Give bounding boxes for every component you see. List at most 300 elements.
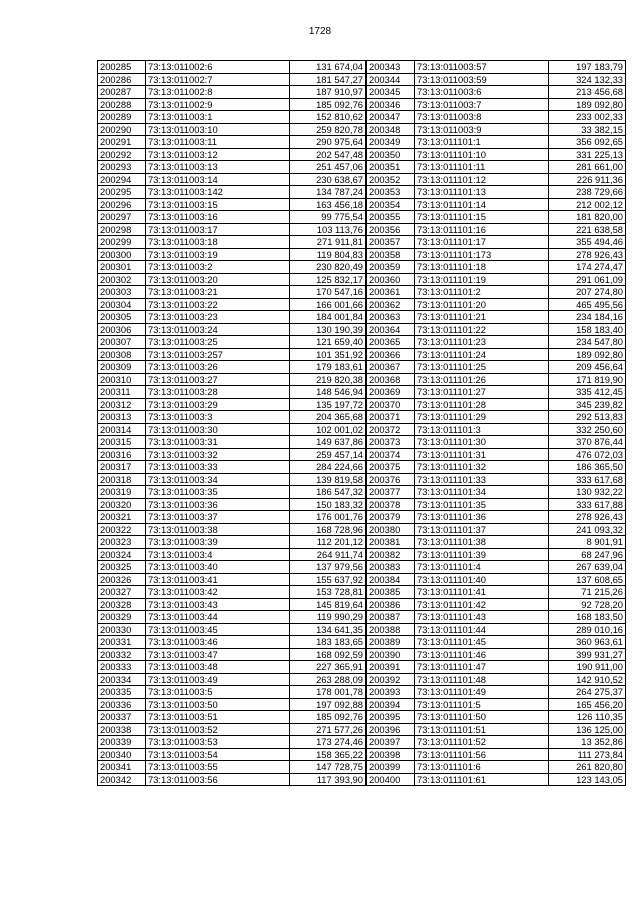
row-number-cell: 200397: [367, 736, 415, 749]
cadastral-number-cell: 73:13:011101:12: [415, 173, 549, 186]
row-number-cell: 200355: [367, 211, 415, 224]
cadastral-value-cell: 345 239,82: [549, 398, 626, 411]
row-number-cell: 200364: [367, 323, 415, 336]
table-row: [367, 686, 626, 699]
cadastral-number-cell: 73:13:011101:39: [415, 548, 549, 561]
row-number-cell: 200342: [98, 773, 146, 786]
row-number-cell: 200393: [367, 686, 415, 699]
cadastral-value-cell: 13 352,86: [549, 736, 626, 749]
cadastral-number-cell: 73:13:011003:41: [146, 573, 290, 586]
cadastral-number-cell: 73:13:011003:55: [146, 761, 290, 774]
table-row: [98, 436, 366, 449]
table-row: [98, 61, 366, 74]
row-number-cell: 200378: [367, 498, 415, 511]
cadastral-number-cell: 73:13:011101:37: [415, 523, 549, 536]
row-number-cell: 200315: [98, 436, 146, 449]
row-number-cell: 200382: [367, 548, 415, 561]
table-row: [367, 561, 626, 574]
cadastral-number-cell: 73:13:011003:50: [146, 698, 290, 711]
table-row: [367, 236, 626, 249]
table-row: [98, 723, 366, 736]
cadastral-value-cell: 158 183,40: [549, 323, 626, 336]
row-number-cell: 200294: [98, 173, 146, 186]
table-row: [98, 423, 366, 436]
row-number-cell: 200289: [98, 111, 146, 124]
row-number-cell: 200360: [367, 273, 415, 286]
table-row: [367, 211, 626, 224]
table-row: [367, 748, 626, 761]
cadastral-number-cell: 73:13:011101:50: [415, 711, 549, 724]
cadastral-number-cell: 73:13:011003:29: [146, 398, 290, 411]
cadastral-value-cell: 333 617,68: [549, 473, 626, 486]
table-row: [367, 286, 626, 299]
table-row: [98, 561, 366, 574]
cadastral-value-cell: 186 365,50: [549, 461, 626, 474]
row-number-cell: 200345: [367, 86, 415, 99]
row-number-cell: 200361: [367, 286, 415, 299]
table-row: [98, 736, 366, 749]
cadastral-value-cell: 185 092,76: [290, 98, 366, 111]
table-row: [98, 661, 366, 674]
row-number-cell: 200340: [98, 748, 146, 761]
cadastral-number-cell: 73:13:011101:36: [415, 511, 549, 524]
row-number-cell: 200365: [367, 336, 415, 349]
cadastral-number-cell: 73:13:011101:44: [415, 623, 549, 636]
cadastral-number-cell: 73:13:011003:21: [146, 286, 290, 299]
cadastral-value-cell: 150 183,32: [290, 498, 366, 511]
cadastral-number-cell: 73:13:011101:11: [415, 161, 549, 174]
cadastral-number-cell: 73:13:011003:20: [146, 273, 290, 286]
cadastral-value-cell: 134 641,35: [290, 623, 366, 636]
table-row: [98, 686, 366, 699]
cadastral-number-cell: 73:13:011002:9: [146, 98, 290, 111]
cadastral-value-cell: 173 274,46: [290, 736, 366, 749]
cadastral-number-cell: 73:13:011101:43: [415, 611, 549, 624]
row-number-cell: 200292: [98, 148, 146, 161]
row-number-cell: 200353: [367, 186, 415, 199]
row-number-cell: 200376: [367, 473, 415, 486]
row-number-cell: 200394: [367, 698, 415, 711]
cadastral-number-cell: 73:13:011003:39: [146, 536, 290, 549]
row-number-cell: 200324: [98, 548, 146, 561]
cadastral-number-cell: 73:13:011003:6: [415, 86, 549, 99]
cadastral-number-cell: 73:13:011003:34: [146, 473, 290, 486]
table-row: [367, 461, 626, 474]
cadastral-number-cell: 73:13:011003:33: [146, 461, 290, 474]
cadastral-number-cell: 73:13:011101:25: [415, 361, 549, 374]
row-number-cell: 200356: [367, 223, 415, 236]
cadastral-value-cell: 230 820,49: [290, 261, 366, 274]
table-row: [367, 423, 626, 436]
cadastral-value-cell: 130 932,22: [549, 486, 626, 499]
table-row: [367, 448, 626, 461]
cadastral-number-cell: 73:13:011003:24: [146, 323, 290, 336]
row-number-cell: 200307: [98, 336, 146, 349]
row-number-cell: 200379: [367, 511, 415, 524]
cadastral-number-cell: 73:13:011003:49: [146, 673, 290, 686]
cadastral-value-cell: 209 456,64: [549, 361, 626, 374]
row-number-cell: 200396: [367, 723, 415, 736]
row-number-cell: 200351: [367, 161, 415, 174]
cadastral-number-cell: 73:13:011101:15: [415, 211, 549, 224]
cadastral-number-cell: 73:13:011101:173: [415, 248, 549, 261]
cadastral-number-cell: 73:13:011003:35: [146, 486, 290, 499]
cadastral-number-cell: 73:13:011003:38: [146, 523, 290, 536]
cadastral-number-cell: 73:13:011101:31: [415, 448, 549, 461]
row-number-cell: 200371: [367, 411, 415, 424]
cadastral-number-cell: 73:13:011101:41: [415, 586, 549, 599]
table-row: [98, 473, 366, 486]
row-number-cell: 200390: [367, 648, 415, 661]
cadastral-value-cell: 92 728,20: [549, 598, 626, 611]
cadastral-value-cell: 202 547,48: [290, 148, 366, 161]
table-row: [367, 598, 626, 611]
cadastral-value-cell: 171 819,90: [549, 373, 626, 386]
row-number-cell: 200338: [98, 723, 146, 736]
table-row: [367, 673, 626, 686]
cadastral-value-cell: 251 457,06: [290, 161, 366, 174]
table-row: [367, 161, 626, 174]
cadastral-number-cell: 73:13:011101:10: [415, 148, 549, 161]
table-row: [98, 448, 366, 461]
table-row: [98, 373, 366, 386]
row-number-cell: 200308: [98, 348, 146, 361]
cadastral-value-cell: 176 001,76: [290, 511, 366, 524]
table-row: [98, 323, 366, 336]
cadastral-number-cell: 73:13:011003:1: [146, 111, 290, 124]
table-row: [367, 223, 626, 236]
cadastral-value-cell: 99 775,54: [290, 211, 366, 224]
cadastral-number-cell: 73:13:011101:17: [415, 236, 549, 249]
cadastral-number-cell: 73:13:011101:3: [415, 423, 549, 436]
table-row: [367, 386, 626, 399]
cadastral-value-cell: 212 002,12: [549, 198, 626, 211]
cadastral-value-cell: 68 247,96: [549, 548, 626, 561]
table-row: [367, 773, 626, 786]
row-number-cell: 200375: [367, 461, 415, 474]
row-number-cell: 200312: [98, 398, 146, 411]
row-number-cell: 200310: [98, 373, 146, 386]
cadastral-number-cell: 73:13:011002:8: [146, 86, 290, 99]
cadastral-number-cell: 73:13:011101:29: [415, 411, 549, 424]
row-number-cell: 200309: [98, 361, 146, 374]
table-row: [367, 111, 626, 124]
table-row: [98, 361, 366, 374]
cadastral-number-cell: 73:13:011003:2: [146, 261, 290, 274]
row-number-cell: 200287: [98, 86, 146, 99]
table-row: [98, 73, 366, 86]
cadastral-value-cell: 189 092,80: [549, 348, 626, 361]
table-row: [98, 273, 366, 286]
cadastral-value-cell: 292 513,83: [549, 411, 626, 424]
cadastral-number-cell: 73:13:011101:23: [415, 336, 549, 349]
row-number-cell: 200334: [98, 673, 146, 686]
cadastral-number-cell: 73:13:011003:28: [146, 386, 290, 399]
cadastral-value-cell: 165 456,20: [549, 698, 626, 711]
table-row: [367, 261, 626, 274]
cadastral-value-cell: 187 910,97: [290, 86, 366, 99]
row-number-cell: 200343: [367, 61, 415, 74]
cadastral-number-cell: 73:13:011003:53: [146, 736, 290, 749]
cadastral-value-cell: 226 911,36: [549, 173, 626, 186]
cadastral-value-cell: 290 975,64: [290, 136, 366, 149]
cadastral-value-cell: 261 820,80: [549, 761, 626, 774]
cadastral-value-cell: 174 274,47: [549, 261, 626, 274]
cadastral-value-cell: 233 002,33: [549, 111, 626, 124]
row-number-cell: 200395: [367, 711, 415, 724]
cadastral-value-cell: 271 911,81: [290, 236, 366, 249]
cadastral-number-cell: 73:13:011003:57: [415, 61, 549, 74]
cadastral-value-cell: 234 547,80: [549, 336, 626, 349]
table-row: [98, 598, 366, 611]
cadastral-value-cell: 332 250,60: [549, 423, 626, 436]
table-row: [367, 298, 626, 311]
cadastral-number-cell: 73:13:011003:23: [146, 311, 290, 324]
row-number-cell: 200354: [367, 198, 415, 211]
table-row: [98, 186, 366, 199]
cadastral-number-cell: 73:13:011003:142: [146, 186, 290, 199]
table-row: [367, 348, 626, 361]
table-row: [367, 361, 626, 374]
page-number: 1728: [308, 26, 332, 37]
table-row: [98, 336, 366, 349]
cadastral-value-cell: 181 820,00: [549, 211, 626, 224]
cadastral-number-cell: 73:13:011101:21: [415, 311, 549, 324]
row-number-cell: 200385: [367, 586, 415, 599]
table-row: [367, 498, 626, 511]
row-number-cell: 200359: [367, 261, 415, 274]
row-number-cell: 200362: [367, 298, 415, 311]
cadastral-number-cell: 73:13:011003:22: [146, 298, 290, 311]
table-row: [98, 523, 366, 536]
cadastral-number-cell: 73:13:011101:1: [415, 136, 549, 149]
table-row: [98, 698, 366, 711]
row-number-cell: 200336: [98, 698, 146, 711]
table-row: [367, 648, 626, 661]
cadastral-value-cell: 155 637,92: [290, 573, 366, 586]
cadastral-value-cell: 190 911,00: [549, 661, 626, 674]
row-number-cell: 200286: [98, 73, 146, 86]
row-number-cell: 200318: [98, 473, 146, 486]
cadastral-value-cell: 213 456,68: [549, 86, 626, 99]
cadastral-value-cell: 238 729,66: [549, 186, 626, 199]
cadastral-number-cell: 73:13:011101:13: [415, 186, 549, 199]
cadastral-number-cell: 73:13:011101:38: [415, 536, 549, 549]
cadastral-value-cell: 267 639,04: [549, 561, 626, 574]
row-number-cell: 200398: [367, 748, 415, 761]
row-number-cell: 200304: [98, 298, 146, 311]
cadastral-value-cell: 197 183,79: [549, 61, 626, 74]
table-row: [367, 136, 626, 149]
cadastral-value-cell: 123 143,05: [549, 773, 626, 786]
cadastral-number-cell: 73:13:011003:16: [146, 211, 290, 224]
table-row: [98, 673, 366, 686]
cadastral-value-cell: 197 092,88: [290, 698, 366, 711]
table-row: [367, 436, 626, 449]
table-row: [98, 773, 366, 786]
row-number-cell: 200357: [367, 236, 415, 249]
row-number-cell: 200341: [98, 761, 146, 774]
cadastral-number-cell: 73:13:011003:17: [146, 223, 290, 236]
row-number-cell: 200389: [367, 636, 415, 649]
cadastral-number-cell: 73:13:011002:6: [146, 61, 290, 74]
table-row: [367, 711, 626, 724]
row-number-cell: 200350: [367, 148, 415, 161]
cadastral-value-cell: 170 547,16: [290, 286, 366, 299]
table-row: [98, 623, 366, 636]
table-row: [98, 536, 366, 549]
table-row: [98, 198, 366, 211]
cadastral-number-cell: 73:13:011003:14: [146, 173, 290, 186]
table-row: [367, 86, 626, 99]
row-number-cell: 200313: [98, 411, 146, 424]
cadastral-number-cell: 73:13:011101:6: [415, 761, 549, 774]
row-number-cell: 200317: [98, 461, 146, 474]
cadastral-number-cell: 73:13:011003:45: [146, 623, 290, 636]
cadastral-number-cell: 73:13:011003:3: [146, 411, 290, 424]
table-row: [367, 173, 626, 186]
cadastral-value-cell: 130 190,39: [290, 323, 366, 336]
row-number-cell: 200344: [367, 73, 415, 86]
cadastral-value-cell: 181 547,27: [290, 73, 366, 86]
row-number-cell: 200323: [98, 536, 146, 549]
table-row: [367, 611, 626, 624]
table-row: [367, 523, 626, 536]
cadastral-value-cell: 186 547,32: [290, 486, 366, 499]
cadastral-number-cell: 73:13:011003:19: [146, 248, 290, 261]
cadastral-value-cell: 168 092,59: [290, 648, 366, 661]
cadastral-value-cell: 264 275,37: [549, 686, 626, 699]
table-row: [98, 748, 366, 761]
table-row: [98, 486, 366, 499]
table-row: [98, 173, 366, 186]
table-row: [98, 123, 366, 136]
row-number-cell: 200326: [98, 573, 146, 586]
row-number-cell: 200380: [367, 523, 415, 536]
table-row: [98, 348, 366, 361]
table-row: [367, 623, 626, 636]
cadastral-number-cell: 73:13:011101:61: [415, 773, 549, 786]
cadastral-value-cell: 278 926,43: [549, 248, 626, 261]
row-number-cell: 200319: [98, 486, 146, 499]
table-row: [98, 398, 366, 411]
cadastral-number-cell: 73:13:011003:40: [146, 561, 290, 574]
cadastral-number-cell: 73:13:011003:47: [146, 648, 290, 661]
cadastral-value-cell: 119 804,83: [290, 248, 366, 261]
cadastral-number-cell: 73:13:011003:257: [146, 348, 290, 361]
row-number-cell: 200348: [367, 123, 415, 136]
cadastral-value-cell: 153 728,81: [290, 586, 366, 599]
cadastral-number-cell: 73:13:011003:31: [146, 436, 290, 449]
row-number-cell: 200392: [367, 673, 415, 686]
table-row: [367, 761, 626, 774]
table-row: [98, 98, 366, 111]
cadastral-value-cell: 207 274,80: [549, 286, 626, 299]
row-number-cell: 200363: [367, 311, 415, 324]
cadastral-value-cell: 185 092,76: [290, 711, 366, 724]
cadastral-value-cell: 331 225,13: [549, 148, 626, 161]
cadastral-value-cell: 137 979,56: [290, 561, 366, 574]
row-number-cell: 200331: [98, 636, 146, 649]
cadastral-value-cell: 163 456,18: [290, 198, 366, 211]
row-number-cell: 200346: [367, 98, 415, 111]
cadastral-number-cell: 73:13:011003:15: [146, 198, 290, 211]
cadastral-value-cell: 465 495,56: [549, 298, 626, 311]
cadastral-number-cell: 73:13:011101:5: [415, 698, 549, 711]
row-number-cell: 200384: [367, 573, 415, 586]
row-number-cell: 200377: [367, 486, 415, 499]
cadastral-value-cell: 139 819,58: [290, 473, 366, 486]
table-row: [367, 573, 626, 586]
cadastral-value-cell: 221 638,58: [549, 223, 626, 236]
cadastral-number-cell: 73:13:011003:30: [146, 423, 290, 436]
cadastral-number-cell: 73:13:011101:48: [415, 673, 549, 686]
cadastral-number-cell: 73:13:011003:25: [146, 336, 290, 349]
row-number-cell: 200383: [367, 561, 415, 574]
table-row: [98, 261, 366, 274]
cadastral-value-cell: 121 659,40: [290, 336, 366, 349]
table-row: [98, 548, 366, 561]
table-row: [98, 223, 366, 236]
cadastral-value-cell: 126 110,35: [549, 711, 626, 724]
table-row: [98, 136, 366, 149]
cadastral-number-cell: 73:13:011101:47: [415, 661, 549, 674]
cadastral-value-cell: 131 674,04: [290, 61, 366, 74]
row-number-cell: 200320: [98, 498, 146, 511]
cadastral-number-cell: 73:13:011003:9: [415, 123, 549, 136]
table-row: [367, 536, 626, 549]
table-row: [367, 736, 626, 749]
table-row: [367, 73, 626, 86]
cadastral-number-cell: 73:13:011003:52: [146, 723, 290, 736]
cadastral-number-cell: 73:13:011101:27: [415, 386, 549, 399]
cadastral-number-cell: 73:13:011101:30: [415, 436, 549, 449]
row-number-cell: 200388: [367, 623, 415, 636]
cadastral-number-cell: 73:13:011003:54: [146, 748, 290, 761]
row-number-cell: 200295: [98, 186, 146, 199]
cadastral-value-cell: 111 273,84: [549, 748, 626, 761]
cadastral-value-cell: 147 728,75: [290, 761, 366, 774]
table-row: [367, 661, 626, 674]
cadastral-value-cell: 134 787,24: [290, 186, 366, 199]
row-number-cell: 200374: [367, 448, 415, 461]
cadastral-number-cell: 73:13:011101:49: [415, 686, 549, 699]
cadastral-value-cell: 8 901,91: [549, 536, 626, 549]
cadastral-number-cell: 73:13:011101:19: [415, 273, 549, 286]
cadastral-value-cell: 103 113,76: [290, 223, 366, 236]
row-number-cell: 200333: [98, 661, 146, 674]
cadastral-number-cell: 73:13:011101:42: [415, 598, 549, 611]
table-row: [98, 386, 366, 399]
cadastral-value-cell: 178 001,78: [290, 686, 366, 699]
cadastral-number-cell: 73:13:011003:7: [415, 98, 549, 111]
table-row: [367, 636, 626, 649]
table-row: [367, 98, 626, 111]
row-number-cell: 200298: [98, 223, 146, 236]
cadastral-value-cell: 356 092,65: [549, 136, 626, 149]
table-row: [98, 248, 366, 261]
cadastral-number-cell: 73:13:011101:52: [415, 736, 549, 749]
cadastral-number-cell: 73:13:011101:40: [415, 573, 549, 586]
row-number-cell: 200305: [98, 311, 146, 324]
cadastral-value-cell: 152 810,62: [290, 111, 366, 124]
row-number-cell: 200337: [98, 711, 146, 724]
row-number-cell: 200372: [367, 423, 415, 436]
cadastral-value-cell: 263 288,09: [290, 673, 366, 686]
table-row: [367, 723, 626, 736]
cadastral-value-cell: 278 926,43: [549, 511, 626, 524]
cadastral-value-cell: 135 197,72: [290, 398, 366, 411]
